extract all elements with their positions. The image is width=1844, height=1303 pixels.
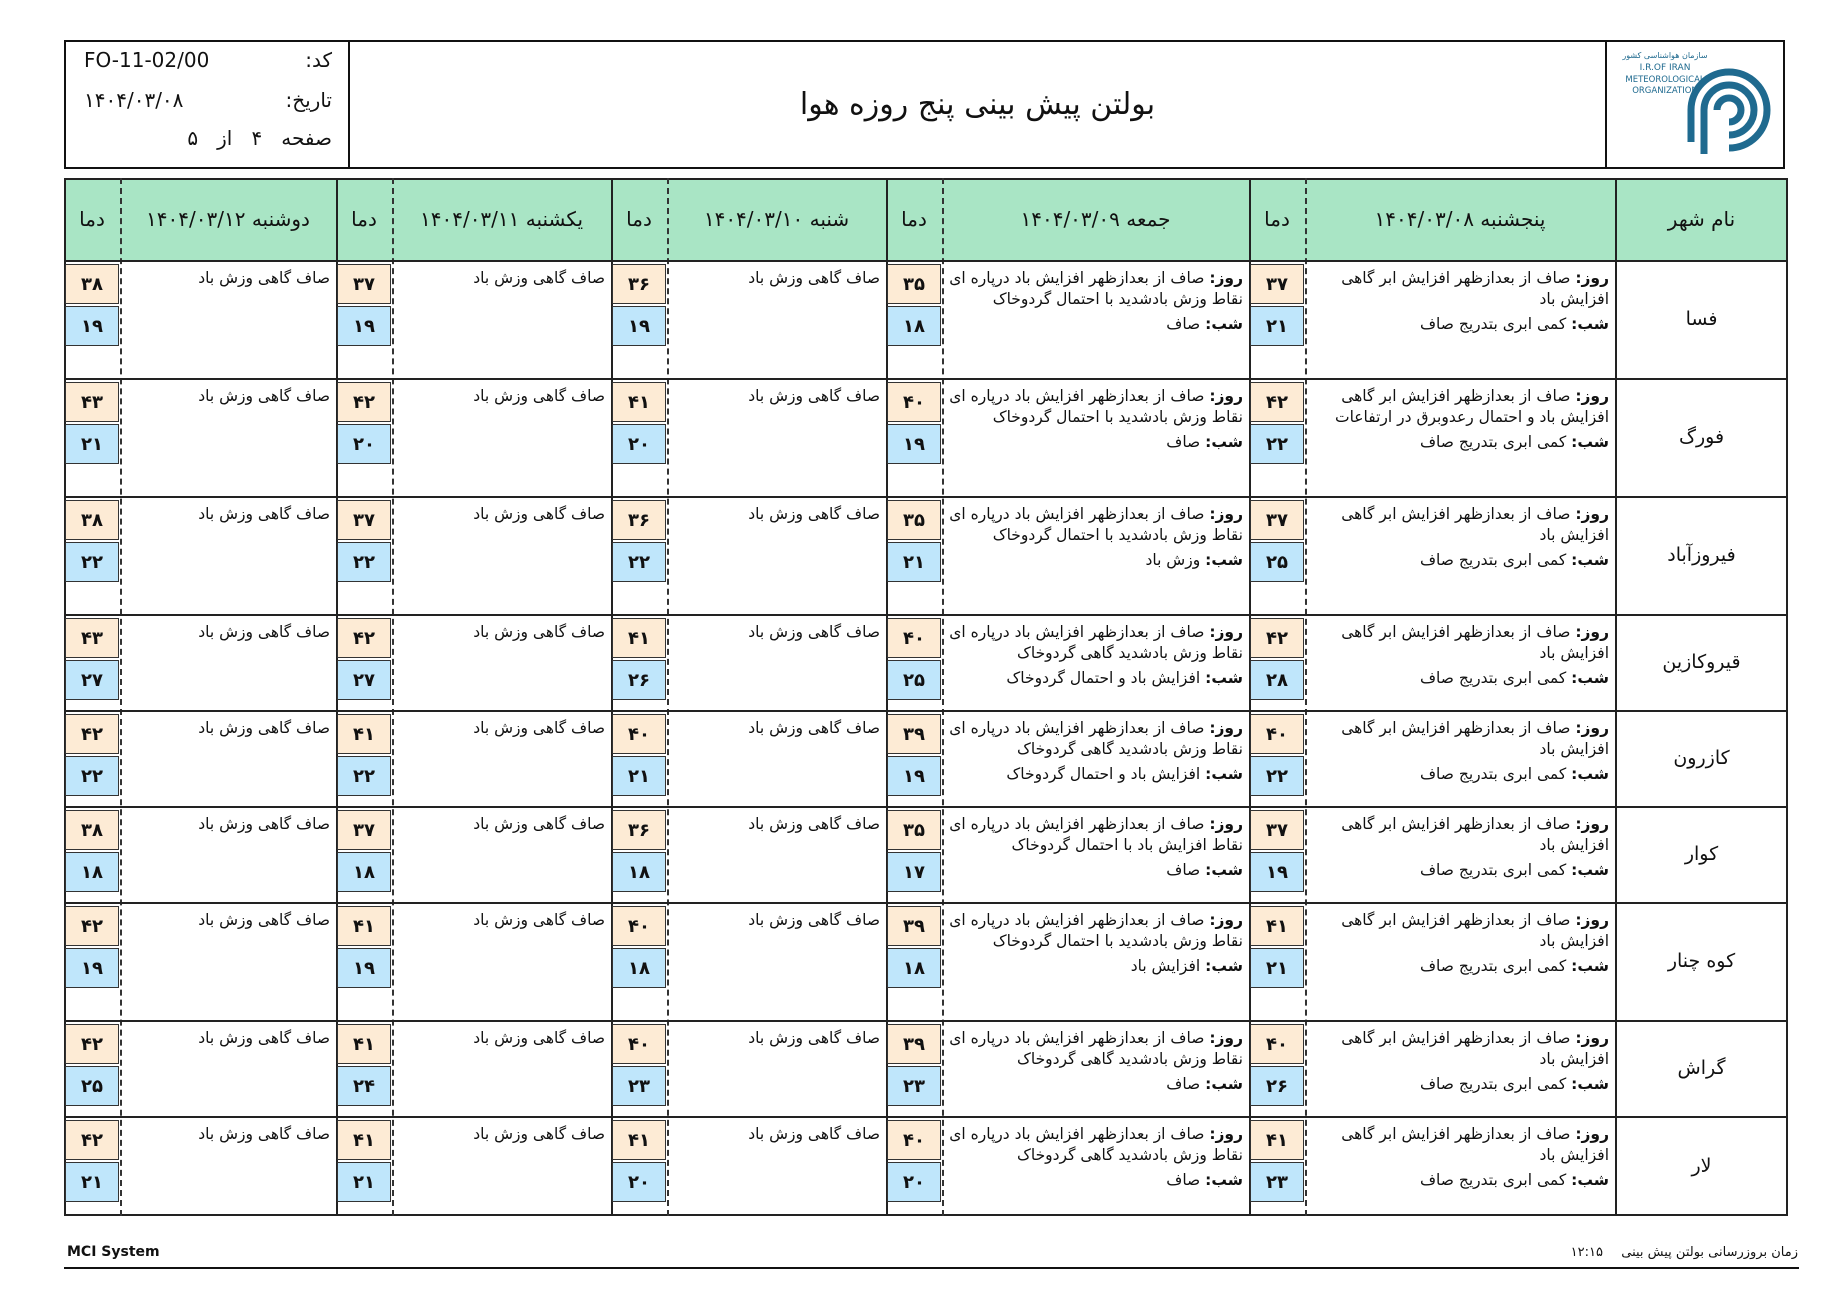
temp-min: ۲۲ [337, 542, 391, 582]
temp-min: ۲۶ [612, 660, 666, 700]
day-text: صاف از بعدازظهر افزایش ابر گاهی افزایش باد [1341, 911, 1609, 950]
forecast-text: صاف گاهی وزش باد [198, 1125, 330, 1143]
day-label: روز: [1209, 911, 1243, 929]
night-text: کمی ابری بتدریج صاف [1419, 669, 1567, 687]
night-label: شب: [1205, 765, 1243, 783]
temp-max: ۴۱ [337, 1120, 391, 1160]
forecast-day [1311, 386, 1609, 428]
forecast-text: صاف گاهی وزش باد [198, 911, 330, 929]
temp-max: ۴۰ [887, 1120, 941, 1160]
temp-min: ۲۵ [65, 1066, 119, 1106]
forecast-text: صاف گاهی وزش باد [198, 815, 330, 833]
day-label: روز: [1575, 269, 1609, 287]
temp-max: ۴۰ [612, 906, 666, 946]
temp-max: ۳۸ [65, 264, 119, 304]
city-name: کوار [1684, 843, 1719, 865]
page-number: صفحه ۴ از ۵ [187, 126, 332, 150]
forecast-text: صاف گاهی وزش باد [473, 911, 605, 929]
temp-max: ۳۷ [337, 500, 391, 540]
logo-text-fa: سازمان هواشناسی کشور [1622, 51, 1708, 60]
row-divider [64, 378, 1788, 380]
day-label: روز: [1575, 1029, 1609, 1047]
night-text: کمی ابری بتدریج صاف [1419, 551, 1567, 569]
forecast-text: صاف گاهی وزش باد [198, 1029, 330, 1047]
day-label: روز: [1209, 1125, 1243, 1143]
temp-max: ۴۱ [1250, 1120, 1304, 1160]
code-label: کد: [305, 48, 332, 72]
forecast-night [948, 1074, 1243, 1095]
city-name: کازرون [1673, 747, 1730, 769]
forecast-text: صاف گاهی وزش باد [748, 269, 880, 287]
forecast-text: صاف گاهی وزش باد [198, 505, 330, 523]
temp-max: ۳۵ [887, 500, 941, 540]
forecast-night [948, 432, 1243, 453]
organization-logo [1607, 42, 1783, 167]
document-meta [66, 42, 348, 167]
city-name: فسا [1685, 308, 1718, 330]
day-text: صاف از بعدازظهر افزایش باد درپاره ای نقاط وزش بادشدید با احتمال گردوخاک [949, 269, 1243, 308]
temp-max: ۴۱ [612, 382, 666, 422]
temp-max: ۴۳ [65, 618, 119, 658]
date-value: ۱۴۰۴/۰۳/۰۸ [84, 88, 184, 112]
day-text: صاف از بعدازظهر افزایش باد درپاره ای نقاط افزایش باد با احتمال گردوخاک [949, 815, 1243, 854]
temp-min: ۲۲ [337, 756, 391, 796]
day-text: صاف از بعدازظهر افزایش باد درپاره ای نقاط وزش بادشدید گاهی گردوخاک [949, 719, 1243, 758]
day-text: صاف از بعدازظهر افزایش باد درپاره ای نقاط وزش بادشدید گاهی گردوخاک [949, 1125, 1243, 1164]
forecast-text: صاف گاهی وزش باد [198, 623, 330, 641]
day-text: صاف از بعدازظهر افزایش ابر گاهی افزایش باد [1341, 815, 1609, 854]
forecast-night [948, 860, 1243, 881]
temp-min: ۱۹ [65, 306, 119, 346]
temp-max: ۴۰ [612, 1024, 666, 1064]
forecast-text: صاف گاهی وزش باد [473, 1029, 605, 1047]
forecast-day [948, 268, 1243, 310]
city-name: فیروزآباد [1667, 544, 1736, 566]
night-label: شب: [1205, 315, 1243, 333]
forecast-day [1311, 1028, 1609, 1070]
logo-text-3: ORGANIZATION [1632, 86, 1698, 96]
temp-min: ۲۰ [612, 1162, 666, 1202]
forecast-text: صاف گاهی وزش باد [473, 623, 605, 641]
row-divider [64, 496, 1788, 498]
header-temp: دما [626, 207, 652, 231]
day-label: روز: [1209, 1029, 1243, 1047]
day-label: روز: [1575, 505, 1609, 523]
temp-min: ۱۸ [612, 852, 666, 892]
forecast-day [948, 718, 1243, 760]
temp-min: ۱۸ [337, 852, 391, 892]
temp-max: ۴۲ [1250, 382, 1304, 422]
footer-update-value: ۱۲:۱۵ [1570, 1245, 1603, 1260]
logo-text-2: METEOROLOGICAL [1625, 75, 1705, 85]
temp-max: ۳۹ [887, 714, 941, 754]
temp-min: ۲۱ [1250, 948, 1304, 988]
forecast-night [948, 764, 1243, 785]
temp-min: ۲۴ [337, 1066, 391, 1106]
date-label: تاریخ: [285, 88, 332, 112]
day-label: روز: [1575, 815, 1609, 833]
temp-min: ۱۹ [65, 948, 119, 988]
night-text: افزایش باد [1130, 957, 1201, 975]
temp-max: ۴۲ [65, 714, 119, 754]
column-divider-dashed [120, 178, 122, 1216]
logo-text-1: I.R.OF IRAN [1639, 63, 1691, 73]
night-label: شب: [1205, 957, 1243, 975]
header-temp: دما [1264, 207, 1290, 231]
day-label: روز: [1575, 719, 1609, 737]
temp-max: ۴۱ [337, 714, 391, 754]
temp-max: ۴۲ [65, 1120, 119, 1160]
temp-max: ۳۶ [612, 264, 666, 304]
temp-max: ۳۶ [612, 500, 666, 540]
temp-max: ۴۲ [1250, 618, 1304, 658]
city-name: قیروکازین [1662, 651, 1741, 673]
footer-update-time [1571, 1245, 1798, 1260]
forecast-text: صاف گاهی وزش باد [748, 623, 880, 641]
temp-max: ۳۹ [887, 1024, 941, 1064]
temp-min: ۱۹ [612, 306, 666, 346]
forecast-text: صاف گاهی وزش باد [198, 719, 330, 737]
temp-min: ۲۲ [65, 542, 119, 582]
header-temp: دما [901, 207, 927, 231]
header-temp: دما [79, 207, 105, 231]
forecast-day [1311, 268, 1609, 310]
temp-max: ۴۲ [65, 906, 119, 946]
temp-max: ۳۹ [887, 906, 941, 946]
day-label: روز: [1209, 719, 1243, 737]
day-text: صاف از بعدازظهر افزایش ابر گاهی افزایش باد [1341, 1029, 1609, 1068]
forecast-night [1311, 550, 1609, 571]
temp-min: ۲۳ [887, 1066, 941, 1106]
temp-max: ۳۸ [65, 810, 119, 850]
forecast-night [1311, 1170, 1609, 1191]
night-label: شب: [1205, 1075, 1243, 1093]
day-label: روز: [1209, 387, 1243, 405]
temp-min: ۲۱ [612, 756, 666, 796]
night-label: شب: [1571, 551, 1609, 569]
temp-max: ۴۲ [65, 1024, 119, 1064]
forecast-text: صاف گاهی وزش باد [198, 387, 330, 405]
temp-min: ۲۲ [65, 756, 119, 796]
header-day-d1: پنجشنبه ۱۴۰۴/۰۳/۰۸ [1374, 207, 1546, 231]
forecast-day [948, 910, 1243, 952]
temp-min: ۲۱ [65, 424, 119, 464]
temp-min: ۲۱ [337, 1162, 391, 1202]
header-day-d5: دوشنبه ۱۴۰۴/۰۳/۱۲ [146, 207, 310, 231]
day-label: روز: [1575, 387, 1609, 405]
header-day-d2: جمعه ۱۴۰۴/۰۳/۰۹ [1020, 207, 1171, 231]
code-value: FO-11-02/00 [84, 48, 210, 72]
forecast-day [1311, 1124, 1609, 1166]
temp-min: ۲۸ [1250, 660, 1304, 700]
temp-max: ۴۰ [1250, 714, 1304, 754]
row-divider [64, 614, 1788, 616]
temp-min: ۲۵ [1250, 542, 1304, 582]
temp-max: ۴۰ [612, 714, 666, 754]
day-text: صاف از بعدازظهر افزایش باد درپاره ای نقاط وزش بادشدید با احتمال گردوخاک [949, 387, 1243, 426]
night-text: وزش باد [1145, 551, 1201, 569]
night-label: شب: [1571, 957, 1609, 975]
night-label: شب: [1571, 315, 1609, 333]
day-text: صاف از بعدازظهر افزایش باد درپاره ای نقاط وزش بادشدید با احتمال گردوخاک [949, 505, 1243, 544]
city-name: گراش [1677, 1057, 1726, 1079]
day-label: روز: [1575, 911, 1609, 929]
night-text: کمی ابری بتدریج صاف [1419, 765, 1567, 783]
row-divider [64, 806, 1788, 808]
temp-max: ۳۶ [612, 810, 666, 850]
forecast-text: صاف گاهی وزش باد [473, 387, 605, 405]
row-divider [64, 710, 1788, 712]
organization-logo-icon [1607, 42, 1783, 167]
temp-max: ۴۲ [337, 618, 391, 658]
temp-min: ۲۰ [337, 424, 391, 464]
temp-max: ۳۷ [337, 264, 391, 304]
temp-min: ۲۶ [1250, 1066, 1304, 1106]
forecast-night [1311, 432, 1609, 453]
forecast-night [1311, 764, 1609, 785]
day-text: صاف از بعدازظهر افزایش ابر گاهی افزایش باد [1341, 269, 1609, 308]
temp-min: ۱۹ [887, 424, 941, 464]
night-text: کمی ابری بتدریج صاف [1419, 957, 1567, 975]
forecast-text: صاف گاهی وزش باد [748, 505, 880, 523]
temp-min: ۲۰ [612, 424, 666, 464]
night-label: شب: [1205, 433, 1243, 451]
temp-min: ۱۹ [337, 948, 391, 988]
day-text: صاف از بعدازظهر افزایش ابر گاهی افزایش باد [1341, 505, 1609, 544]
day-label: روز: [1575, 623, 1609, 641]
footer-divider [64, 1267, 1799, 1269]
temp-min: ۱۸ [612, 948, 666, 988]
temp-max: ۴۰ [887, 618, 941, 658]
forecast-text: صاف گاهی وزش باد [748, 911, 880, 929]
temp-max: ۴۱ [612, 1120, 666, 1160]
forecast-text: صاف گاهی وزش باد [473, 505, 605, 523]
forecast-text: صاف گاهی وزش باد [748, 719, 880, 737]
row-divider [64, 1116, 1788, 1118]
forecast-day [948, 504, 1243, 546]
night-text: کمی ابری بتدریج صاف [1419, 433, 1567, 451]
temp-min: ۲۱ [1250, 306, 1304, 346]
temp-min: ۲۲ [1250, 756, 1304, 796]
night-text: صاف [1166, 315, 1201, 333]
forecast-day [1311, 622, 1609, 664]
forecast-text: صاف گاهی وزش باد [748, 1125, 880, 1143]
temp-max: ۴۰ [887, 382, 941, 422]
day-text: صاف از بعدازظهر افزایش ابر گاهی افزایش باد [1341, 1125, 1609, 1164]
forecast-day [1311, 814, 1609, 856]
page-title: بولتن پیش بینی پنج روزه هوا [799, 87, 1156, 122]
day-text: صاف از بعدازظهر افزایش ابر گاهی افزایش باد و احتمال رعدوبرق در ارتفاعات [1334, 387, 1609, 426]
forecast-night [1311, 314, 1609, 335]
night-label: شب: [1571, 1171, 1609, 1189]
temp-max: ۳۸ [65, 500, 119, 540]
row-divider [64, 902, 1788, 904]
forecast-text: صاف گاهی وزش باد [198, 269, 330, 287]
forecast-text: صاف گاهی وزش باد [473, 719, 605, 737]
forecast-night [1311, 668, 1609, 689]
night-label: شب: [1571, 861, 1609, 879]
temp-min: ۱۸ [65, 852, 119, 892]
day-label: روز: [1575, 1125, 1609, 1143]
forecast-night [1311, 956, 1609, 977]
temp-max: ۴۱ [337, 1024, 391, 1064]
column-divider-dashed [392, 178, 394, 1216]
forecast-day [1311, 718, 1609, 760]
temp-min: ۱۸ [887, 948, 941, 988]
forecast-table [64, 178, 1788, 1218]
forecast-day [948, 814, 1243, 856]
temp-max: ۴۳ [65, 382, 119, 422]
temp-min: ۲۳ [612, 1066, 666, 1106]
temp-max: ۴۲ [337, 382, 391, 422]
bulletin-header [64, 40, 1785, 169]
temp-max: ۴۱ [1250, 906, 1304, 946]
temp-min: ۲۱ [65, 1162, 119, 1202]
temp-min: ۲۷ [65, 660, 119, 700]
footer-update-label: زمان بروزرسانی بولتن پیش بینی [1621, 1245, 1798, 1260]
forecast-night [948, 668, 1243, 689]
day-text: صاف از بعدازظهر افزایش باد درپاره ای نقاط وزش بادشدید گاهی گردوخاک [949, 1029, 1243, 1068]
forecast-text: صاف گاهی وزش باد [473, 815, 605, 833]
temp-min: ۲۷ [337, 660, 391, 700]
footer-system: MCI System [67, 1244, 160, 1260]
forecast-text: صاف گاهی وزش باد [473, 269, 605, 287]
day-label: روز: [1209, 815, 1243, 833]
temp-min: ۱۸ [887, 306, 941, 346]
forecast-day [1311, 504, 1609, 546]
day-text: صاف از بعدازظهر افزایش ابر گاهی افزایش باد [1341, 719, 1609, 758]
night-label: شب: [1571, 433, 1609, 451]
night-label: شب: [1205, 669, 1243, 687]
night-label: شب: [1571, 765, 1609, 783]
column-divider-dashed [1305, 178, 1307, 1216]
forecast-text: صاف گاهی وزش باد [473, 1125, 605, 1143]
forecast-text: صاف گاهی وزش باد [748, 387, 880, 405]
night-label: شب: [1205, 551, 1243, 569]
temp-min: ۲۲ [612, 542, 666, 582]
temp-min: ۲۲ [1250, 424, 1304, 464]
temp-min: ۱۹ [1250, 852, 1304, 892]
forecast-text: صاف گاهی وزش باد [748, 815, 880, 833]
row-divider [64, 1020, 1788, 1022]
city-name: فورگ [1678, 426, 1725, 448]
header-temp: دما [351, 207, 377, 231]
temp-max: ۴۰ [1250, 1024, 1304, 1064]
forecast-night [948, 1170, 1243, 1191]
temp-min: ۲۱ [887, 542, 941, 582]
temp-max: ۴۱ [337, 906, 391, 946]
forecast-night [948, 314, 1243, 335]
night-label: شب: [1571, 669, 1609, 687]
night-text: صاف [1166, 861, 1201, 879]
temp-max: ۳۷ [1250, 810, 1304, 850]
night-text: کمی ابری بتدریج صاف [1419, 861, 1567, 879]
temp-min: ۱۷ [887, 852, 941, 892]
column-divider-dashed [942, 178, 944, 1216]
temp-max: ۳۵ [887, 264, 941, 304]
day-text: صاف از بعدازظهر افزایش ابر گاهی افزایش باد [1341, 623, 1609, 662]
night-text: افزایش باد و احتمال گردوخاک [1006, 765, 1201, 783]
night-text: صاف [1166, 433, 1201, 451]
night-text: کمی ابری بتدریج صاف [1419, 1171, 1567, 1189]
day-label: روز: [1209, 623, 1243, 641]
day-label: روز: [1209, 269, 1243, 287]
night-text: کمی ابری بتدریج صاف [1419, 315, 1567, 333]
header-day-d4: یکشنبه ۱۴۰۴/۰۳/۱۱ [419, 207, 584, 231]
temp-max: ۳۷ [1250, 500, 1304, 540]
column-divider-dashed [667, 178, 669, 1216]
night-label: شب: [1571, 1075, 1609, 1093]
day-text: صاف از بعدازظهر افزایش باد درپاره ای نقاط وزش بادشدید با احتمال گردوخاک [949, 911, 1243, 950]
city-name: لار [1691, 1155, 1712, 1177]
row-divider [64, 260, 1788, 262]
forecast-night [948, 550, 1243, 571]
forecast-night [948, 956, 1243, 977]
day-label: روز: [1209, 505, 1243, 523]
forecast-text: صاف گاهی وزش باد [748, 1029, 880, 1047]
temp-max: ۳۷ [1250, 264, 1304, 304]
temp-max: ۴۱ [612, 618, 666, 658]
night-label: شب: [1205, 1171, 1243, 1189]
temp-min: ۲۳ [1250, 1162, 1304, 1202]
forecast-day [948, 622, 1243, 664]
temp-min: ۱۹ [337, 306, 391, 346]
day-text: صاف از بعدازظهر افزایش باد درپاره ای نقاط وزش بادشدید گاهی گردوخاک [949, 623, 1243, 662]
forecast-day [948, 1124, 1243, 1166]
night-text: کمی ابری بتدریج صاف [1419, 1075, 1567, 1093]
night-text: صاف [1166, 1171, 1201, 1189]
night-text: صاف [1166, 1075, 1201, 1093]
forecast-day [1311, 910, 1609, 952]
forecast-day [948, 1028, 1243, 1070]
header-city: نام شهر [1667, 207, 1736, 231]
temp-min: ۲۵ [887, 660, 941, 700]
temp-max: ۳۷ [337, 810, 391, 850]
night-text: افزایش باد و احتمال گردوخاک [1006, 669, 1201, 687]
header-day-d3: شنبه ۱۴۰۴/۰۳/۱۰ [703, 207, 850, 231]
forecast-day [948, 386, 1243, 428]
city-name: کوه چنار [1667, 950, 1736, 972]
forecast-night [1311, 860, 1609, 881]
night-label: شب: [1205, 861, 1243, 879]
temp-max: ۳۵ [887, 810, 941, 850]
temp-min: ۲۰ [887, 1162, 941, 1202]
forecast-night [1311, 1074, 1609, 1095]
temp-min: ۱۹ [887, 756, 941, 796]
